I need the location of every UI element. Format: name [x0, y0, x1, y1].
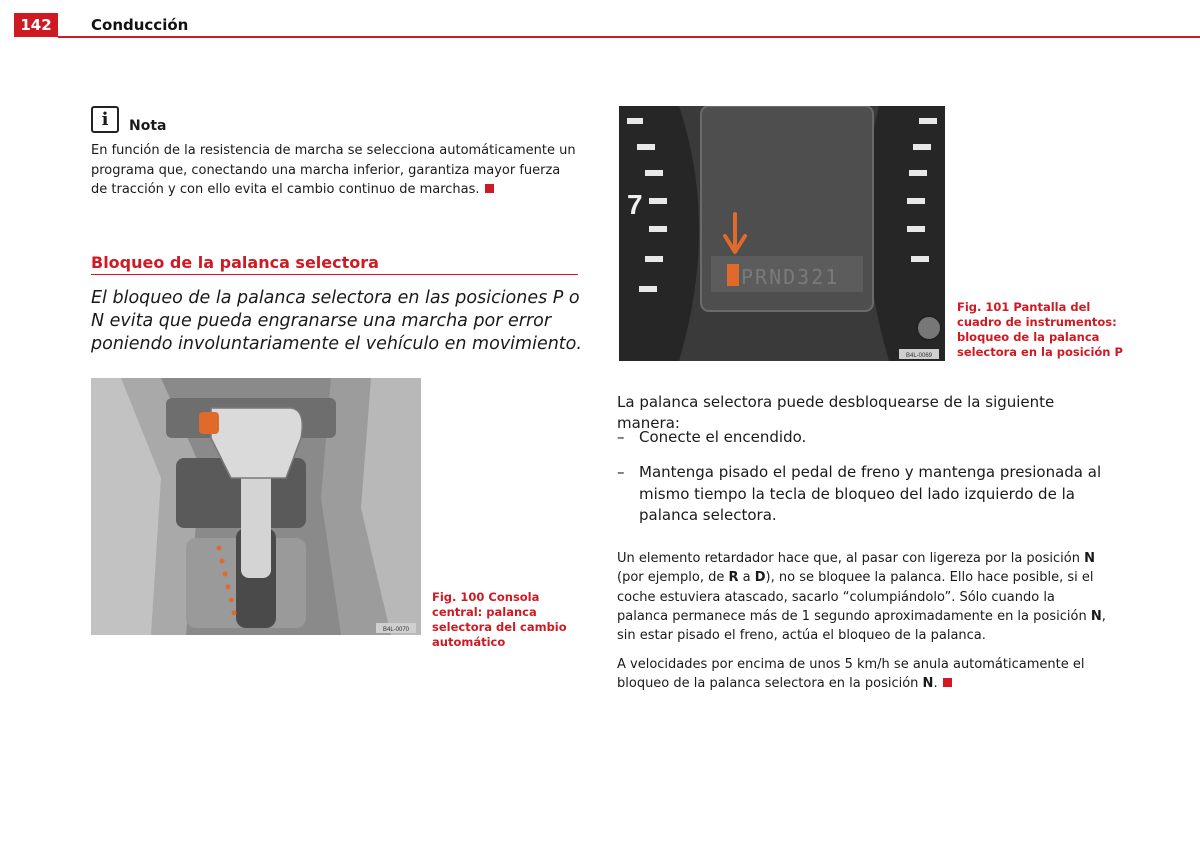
figure-101-instrument-display: [619, 106, 945, 361]
text-run: Un elemento retardador hace que, al pasar con ligereza por la posición: [617, 551, 1085, 566]
note-text: En función de la resistencia de marcha se selecciona automáticamente un programa que, conectando una marcha inferior, garantiza mayor fuerza de tracción y con ello evita el cambio continuo de marchas.: [91, 143, 576, 197]
figure-code: B4L-0069: [905, 353, 933, 359]
end-of-section-mark: [943, 678, 952, 687]
info-icon: [91, 106, 119, 133]
text-run: A velocidades por encima de unos 5 km/h se anula automáticamente el bloqueo de la palanca selectora en la posición: [617, 657, 1085, 692]
end-of-section-mark: [485, 184, 494, 193]
text-run: , sin estar pisado el freno, actúa el bloqueo de la palanca.: [617, 608, 1106, 644]
figure-code: B4L-0070: [382, 627, 410, 633]
text-run: a: [738, 570, 755, 586]
page-number: 142: [14, 13, 58, 37]
svg-text:7: 7: [627, 189, 643, 220]
text-run: (por ejemplo, de: [617, 570, 729, 586]
gear-indicator-text: PRND321: [741, 265, 840, 289]
gear-letter: R: [728, 570, 739, 586]
step-text: Conecte el encendido.: [639, 428, 807, 446]
gear-letter: N: [1090, 608, 1102, 624]
info-icon-glyph: i: [101, 109, 109, 130]
text-run: ), no se bloquee la palanca. Ello hace posible, si el coche estuviera atascado, sacarlo “columpiándolo”. Sólo cuando la palanca permanece más de 1 segundo aproximadamente en la posición: [617, 570, 1094, 624]
gear-letter: N: [1084, 551, 1095, 566]
section-rule: [91, 274, 578, 275]
figure-100-caption: Fig. 100 Consola central: palanca selectora del cambio automático: [432, 590, 567, 649]
section-lead: El bloqueo de la palanca selectora en las posiciones P o N evita que pueda engranarse una marcha por error poniendo involuntariamente el vehículo en movimiento.: [91, 288, 582, 354]
header-rule: [58, 36, 1200, 38]
text-run: .: [933, 676, 938, 692]
unlock-intro: La palanca selectora puede desbloquearse de la siguiente manera:: [617, 393, 1055, 432]
section-heading: Bloqueo de la palanca selectora: [91, 253, 379, 272]
step-text: Mantenga pisado el pedal de freno y mantenga presionada al mismo tiempo la tecla de bloqueo del lado izquierdo de la palanca selectora.: [639, 463, 1102, 524]
figure-101-caption: Fig. 101 Pantalla del cuadro de instrumentos: bloqueo de la palanca selectora en la posición P: [957, 300, 1123, 359]
speed-paragraph: [617, 655, 1109, 694]
step-dash: –: [617, 428, 625, 446]
step-dash: –: [617, 463, 625, 481]
retarder-paragraph: [617, 549, 1109, 645]
running-header-title: Conducción: [91, 16, 189, 34]
figure-100-gear-selector: [91, 378, 421, 635]
gear-letter: D: [754, 570, 766, 586]
gear-letter: N: [922, 676, 934, 692]
note-body: [91, 141, 579, 200]
note-title: Nota: [129, 118, 167, 134]
